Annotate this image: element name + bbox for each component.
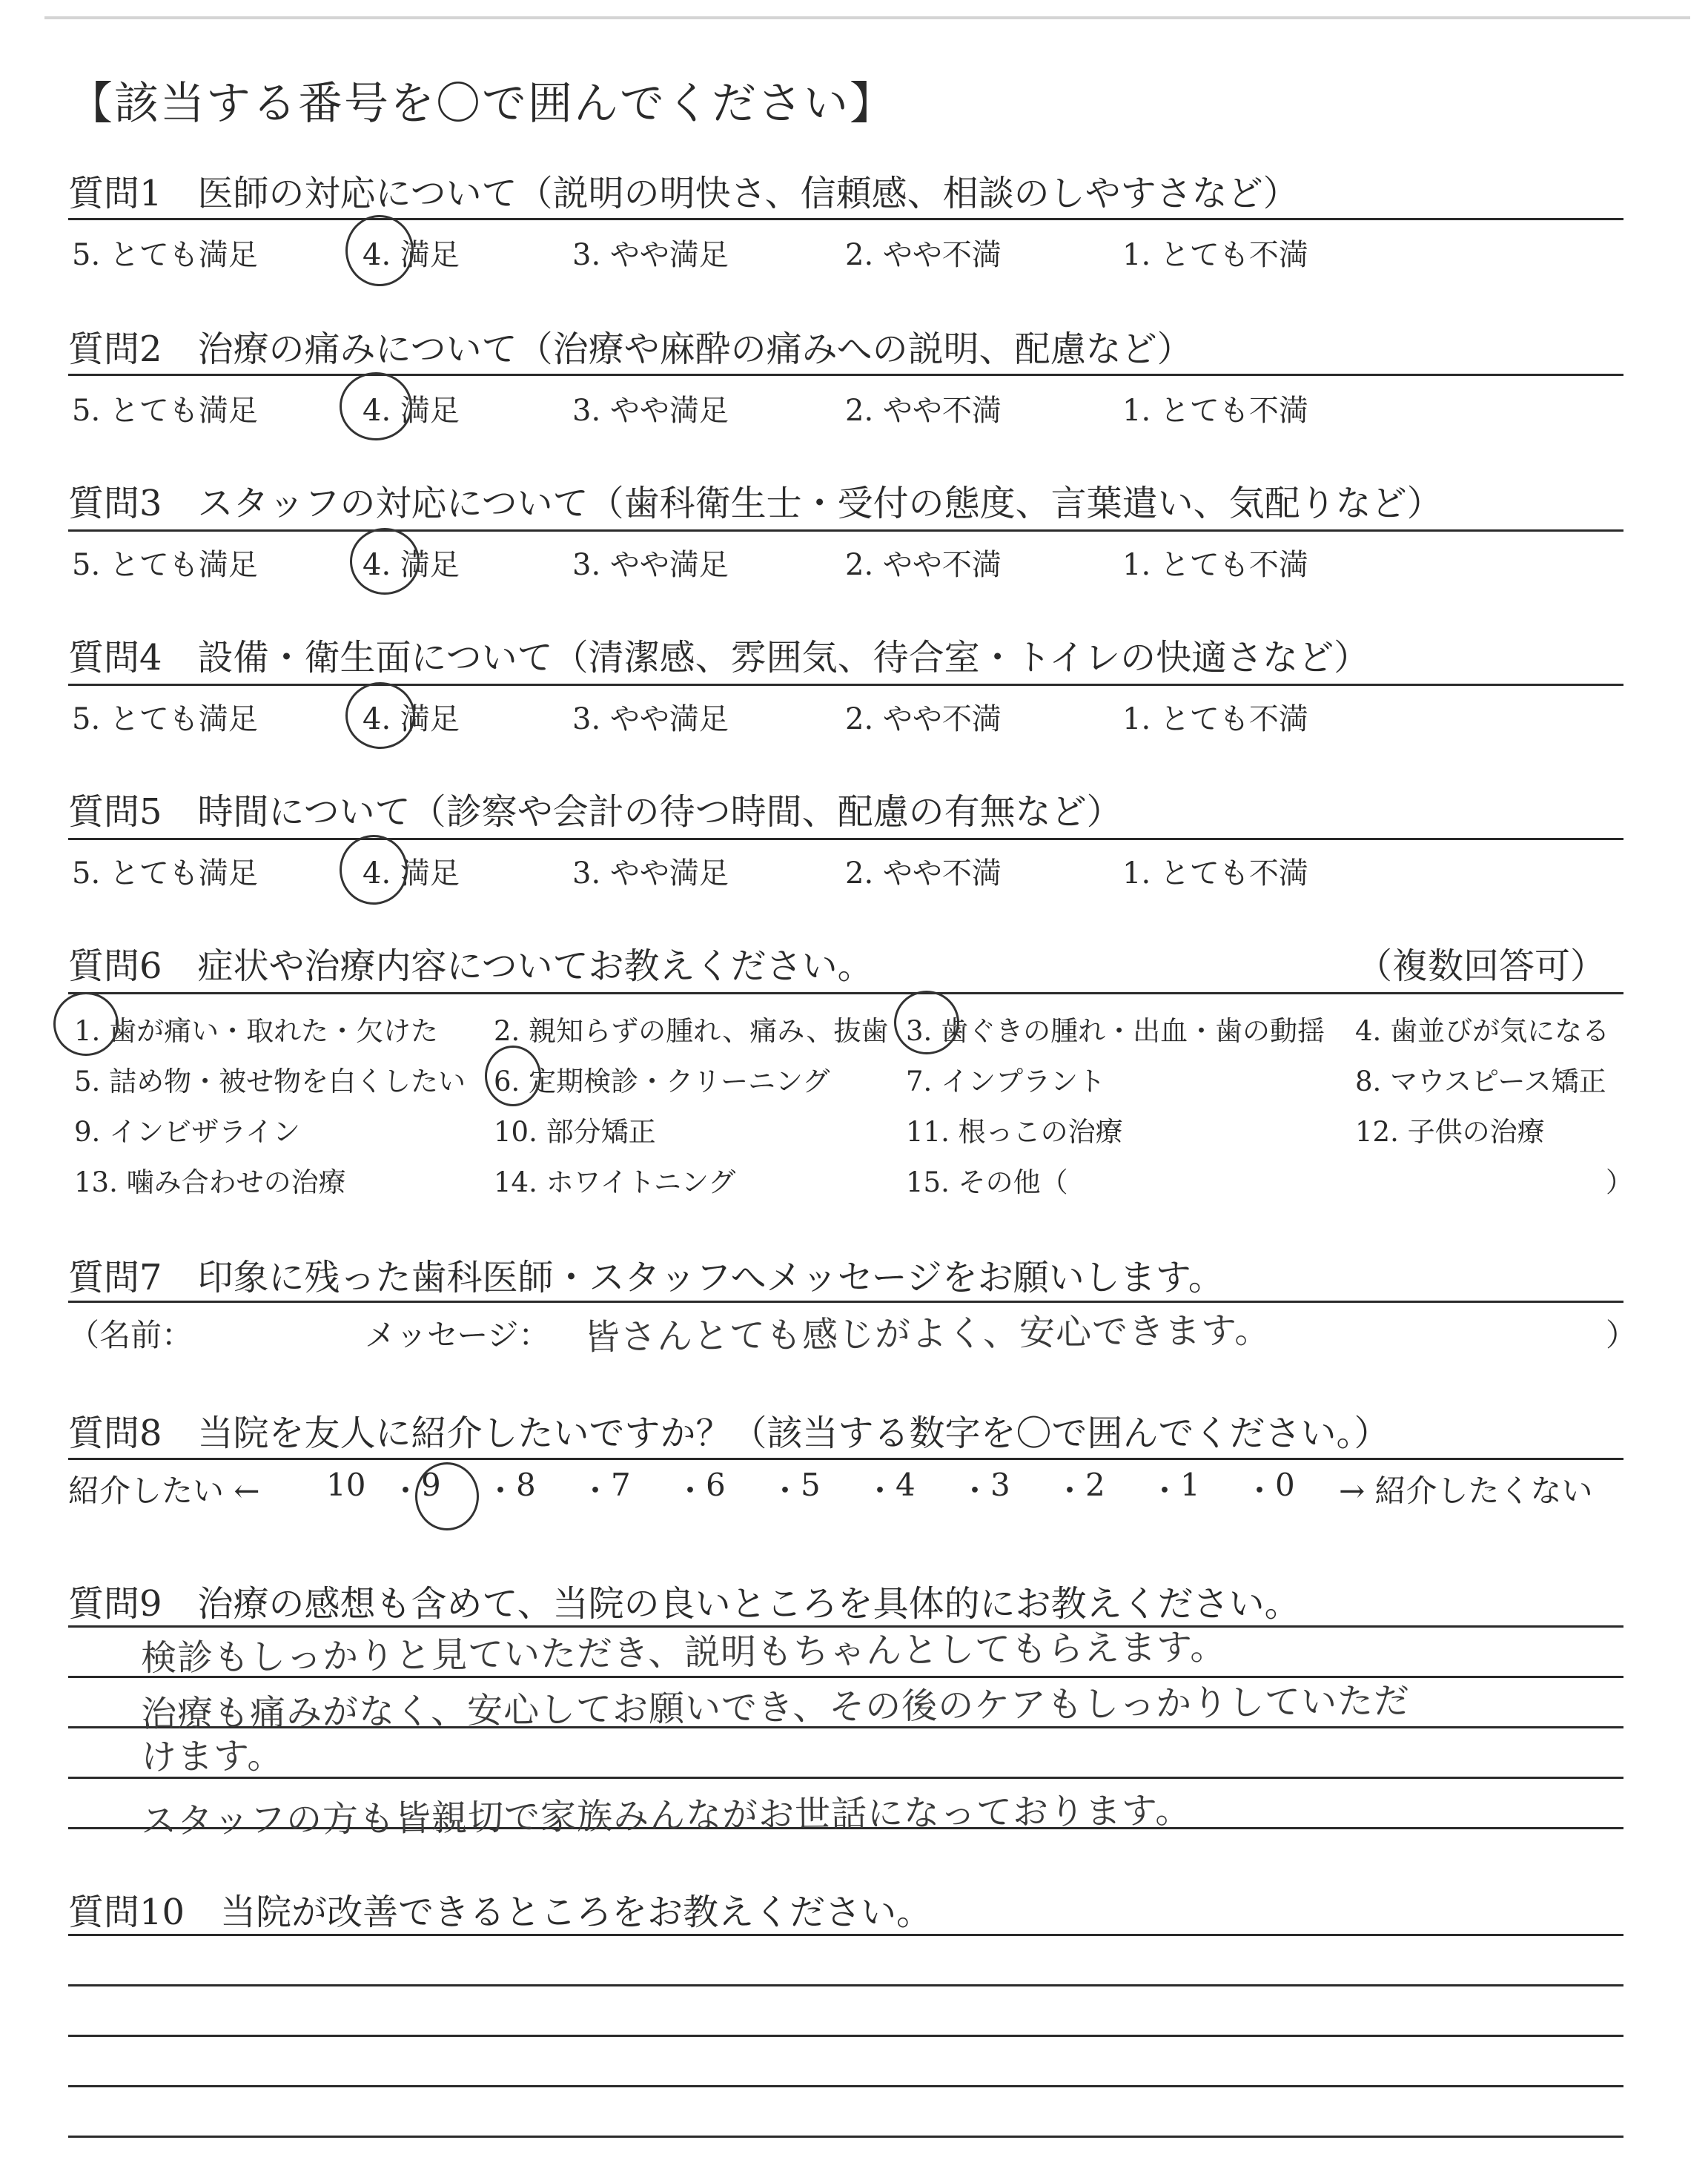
q2-option-1[interactable]: 1. とても不満 xyxy=(1122,394,1308,428)
scale-separator: ・ xyxy=(1244,1473,1276,1509)
question-8-title: 質問8 当院を友人に紹介したいですか？（該当する数字を〇で囲んでください。） xyxy=(68,1413,1390,1454)
question-10-title: 質問10 当院が改善できるところをお教えください。 xyxy=(68,1892,933,1933)
q5-option-1[interactable]: 1. とても不満 xyxy=(1122,856,1308,891)
selection-circle xyxy=(345,215,414,286)
scale-value-6[interactable]: 6 xyxy=(706,1467,726,1503)
q5-option-5[interactable]: 5. とても満足 xyxy=(72,856,258,891)
selection-circle xyxy=(340,372,412,440)
q6-option-5[interactable]: 5. 詰め物・被せ物を白くしたい xyxy=(74,1066,466,1097)
handwritten-line-3[interactable]: けます。 xyxy=(140,1734,284,1779)
selection-circle xyxy=(415,1462,479,1530)
question-8-rule xyxy=(68,1458,1623,1460)
scale-separator: ・ xyxy=(580,1473,612,1509)
handwritten-line-4[interactable]: スタッフの方も皆親切で家族みんながお世話になっております。 xyxy=(140,1789,1192,1843)
selection-circle xyxy=(345,682,415,749)
question-6-rule xyxy=(68,992,1623,994)
q6-option-6[interactable]: 6. 定期検診・クリーニング xyxy=(494,1066,830,1097)
message-label: メッセージ： xyxy=(365,1317,550,1353)
q6-option-11[interactable]: 11. 根っこの治療 xyxy=(906,1116,1123,1148)
q6-other-close: ） xyxy=(1606,1166,1633,1198)
question-2-rule xyxy=(68,374,1623,376)
q2-option-4[interactable]: 4. 満足 xyxy=(363,394,460,428)
question-10-rule-3 xyxy=(68,2035,1623,2037)
q2-option-2[interactable]: 2. やや不満 xyxy=(845,394,1002,428)
question-7-rule xyxy=(68,1301,1623,1303)
scan-top-edge xyxy=(44,16,1690,19)
recommend-right-label: → 紹介したくない xyxy=(1339,1473,1593,1509)
scale-value-2[interactable]: 2 xyxy=(1085,1467,1105,1503)
handwritten-line-1[interactable]: 検診もしっかりと見ていただき、説明もちゃんとしてもらえます。 xyxy=(140,1626,1227,1680)
q3-option-3[interactable]: 3. やや満足 xyxy=(572,548,729,582)
question-4-rule xyxy=(68,684,1623,686)
question-6-title: 質問6 症状や治療内容についてお教えください。 xyxy=(68,945,873,987)
selection-circle xyxy=(894,991,959,1054)
scale-separator: ・ xyxy=(959,1473,991,1509)
q6-option-1[interactable]: 1. 歯が痛い・取れた・欠けた xyxy=(74,1015,439,1047)
scale-separator: ・ xyxy=(864,1473,896,1509)
selection-circle xyxy=(485,1046,541,1106)
scale-separator: ・ xyxy=(390,1473,422,1509)
q6-option-9[interactable]: 9. インビザライン xyxy=(74,1116,300,1148)
scale-value-5[interactable]: 5 xyxy=(801,1467,821,1503)
scale-value-0[interactable]: 0 xyxy=(1275,1467,1295,1503)
q2-option-3[interactable]: 3. やや満足 xyxy=(572,394,729,428)
question-1-title: 質問1 医師の対応について（説明の明快さ、信頼感、相談のしやすさなど） xyxy=(68,173,1299,214)
q6-option-12[interactable]: 12. 子供の治療 xyxy=(1355,1116,1545,1148)
q6-option-3[interactable]: 3. 歯ぐきの腫れ・出血・歯の動揺 xyxy=(906,1015,1325,1047)
selection-circle xyxy=(340,835,408,905)
scale-value-9[interactable]: 9 xyxy=(421,1467,441,1503)
selection-circle xyxy=(53,992,119,1056)
q6-option-10[interactable]: 10. 部分矯正 xyxy=(494,1116,656,1148)
q3-option-2[interactable]: 2. やや不満 xyxy=(845,548,1002,582)
handwritten-message[interactable]: 皆さんとても感じがよく、安心できます。 xyxy=(583,1309,1271,1358)
q3-option-5[interactable]: 5. とても満足 xyxy=(72,548,258,582)
q5-option-4[interactable]: 4. 満足 xyxy=(363,856,460,891)
question-1-rule xyxy=(68,218,1623,220)
question-5-title: 質問5 時間について（診察や会計の待つ時間、配慮の有無など） xyxy=(68,791,1122,833)
name-label: （名前： xyxy=(68,1317,193,1353)
q1-option-3[interactable]: 3. やや満足 xyxy=(572,238,729,272)
scale-value-7[interactable]: 7 xyxy=(611,1467,631,1503)
question-10-rule-5 xyxy=(68,2136,1623,2138)
scale-separator: ・ xyxy=(1149,1473,1181,1509)
question-9-rule-4 xyxy=(68,1777,1623,1779)
scale-value-4[interactable]: 4 xyxy=(896,1467,916,1503)
scale-value-8[interactable]: 8 xyxy=(516,1467,536,1503)
scale-value-3[interactable]: 3 xyxy=(990,1467,1010,1503)
question-7-title: 質問7 印象に残った歯科医師・スタッフへメッセージをお願いします。 xyxy=(68,1257,1224,1298)
q1-option-1[interactable]: 1. とても不満 xyxy=(1122,238,1308,272)
message-close: ） xyxy=(1606,1317,1638,1353)
q5-option-3[interactable]: 3. やや満足 xyxy=(572,856,729,891)
q4-option-2[interactable]: 2. やや不満 xyxy=(845,702,1002,736)
question-10-rule-2 xyxy=(68,1984,1623,1986)
question-5-rule xyxy=(68,838,1623,840)
q1-option-5[interactable]: 5. とても満足 xyxy=(72,238,258,272)
q4-option-1[interactable]: 1. とても不満 xyxy=(1122,702,1308,736)
q1-option-2[interactable]: 2. やや不満 xyxy=(845,238,1002,272)
question-4-title: 質問4 設備・衛生面について（清潔感、雰囲気、待合室・トイレの快適さなど） xyxy=(68,637,1370,678)
scale-value-1[interactable]: 1 xyxy=(1180,1467,1200,1503)
question-10-rule-1 xyxy=(68,1934,1623,1936)
q4-option-5[interactable]: 5. とても満足 xyxy=(72,702,258,736)
question-10-rule-4 xyxy=(68,2085,1623,2087)
q6-option-13[interactable]: 13. 噛み合わせの治療 xyxy=(74,1166,346,1198)
recommend-left-label: 紹介したい ← xyxy=(68,1473,260,1509)
q1-option-4[interactable]: 4. 満足 xyxy=(363,238,460,272)
form-title: 【該当する番号を〇で囲んでください】 xyxy=(68,78,896,130)
scale-separator: ・ xyxy=(769,1473,801,1509)
q5-option-2[interactable]: 2. やや不満 xyxy=(845,856,1002,891)
handwritten-line-2[interactable]: 治療も痛みがなく、安心してお願いでき、その後のケアもしっかりしていただ xyxy=(140,1680,1411,1735)
q4-option-3[interactable]: 3. やや満足 xyxy=(572,702,729,736)
scale-separator: ・ xyxy=(1054,1473,1086,1509)
q6-option-2[interactable]: 2. 親知らずの腫れ、痛み、抜歯 xyxy=(494,1015,889,1047)
q2-option-5[interactable]: 5. とても満足 xyxy=(72,394,258,428)
q3-option-1[interactable]: 1. とても不満 xyxy=(1122,548,1308,582)
selection-circle xyxy=(350,528,420,595)
multiple-answers-note: （複数回答可） xyxy=(1357,945,1606,987)
q6-option-15[interactable]: 15. その他（ xyxy=(906,1166,1068,1198)
scale-separator: ・ xyxy=(675,1473,706,1509)
question-3-rule xyxy=(68,529,1623,532)
q3-option-4[interactable]: 4. 満足 xyxy=(363,548,460,582)
q6-option-8[interactable]: 8. マウスピース矯正 xyxy=(1355,1066,1606,1097)
q6-option-4[interactable]: 4. 歯並びが気になる xyxy=(1355,1015,1610,1047)
question-3-title: 質問3 スタッフの対応について（歯科衛生士・受付の態度、言葉遣い、気配りなど） xyxy=(68,483,1443,524)
scale-value-10[interactable]: 10 xyxy=(326,1467,366,1503)
q6-option-14[interactable]: 14. ホワイトニング xyxy=(494,1166,736,1198)
q4-option-4[interactable]: 4. 満足 xyxy=(363,702,460,736)
question-9-title: 質問9 治療の感想も含めて、当院の良いところを具体的にお教えください。 xyxy=(68,1583,1300,1625)
question-2-title: 質問2 治療の痛みについて（治療や麻酔の痛みへの説明、配慮など） xyxy=(68,328,1193,370)
q6-option-7[interactable]: 7. インプラント xyxy=(906,1066,1106,1097)
scale-separator: ・ xyxy=(485,1473,517,1509)
